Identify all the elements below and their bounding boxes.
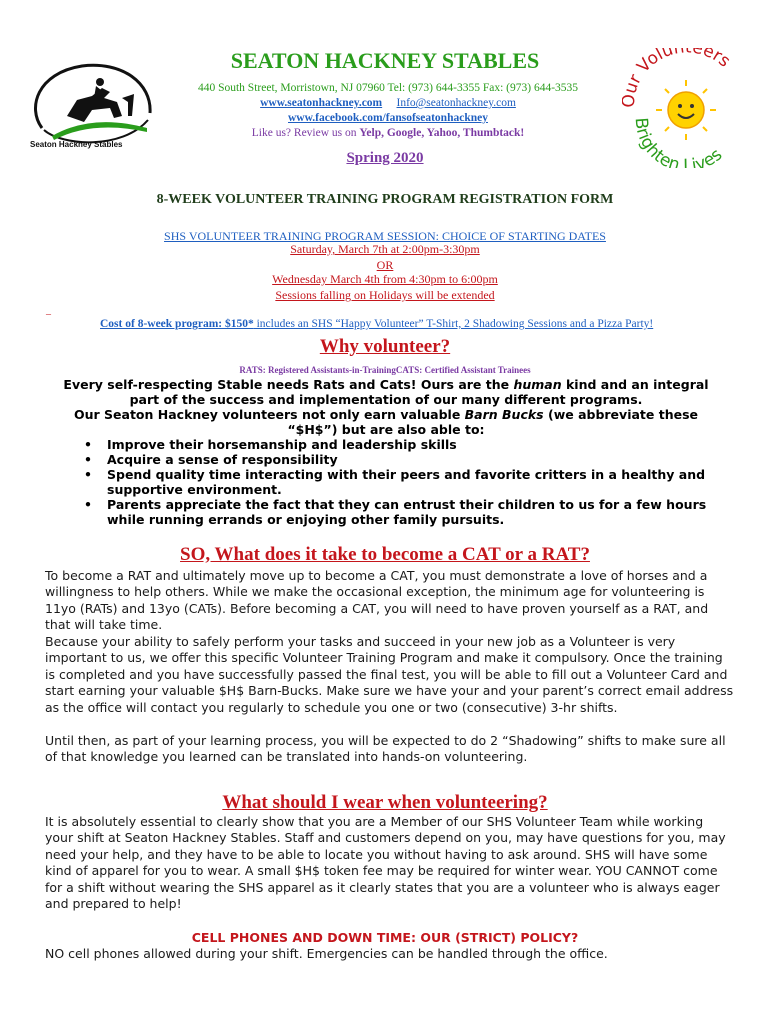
cost-line [100,318,653,330]
facebook-link[interactable]: www.facebook.com/fansofseatonhackney [288,112,488,124]
review-line [168,127,608,139]
intro1-em: human [513,377,562,392]
intro1-a: Every self-respecting Stable needs Rats and Cats! Ours are the [63,377,514,392]
become-heading [0,544,770,566]
benefits-list [80,437,720,527]
contact-links [168,97,608,109]
become-heading-text: SO, What does it take to become a CAT or a RAT? [180,544,590,565]
website-link[interactable]: www.seatonhackney.com [260,97,383,109]
email-link[interactable]: Info@seatonhackney.com [396,97,516,109]
why-heading-text: Why volunteer? [319,336,451,357]
policy-heading: CELL PHONES AND DOWN TIME: OUR (STRICT) POLICY? [191,930,579,945]
intro2-a: Our Seaton Hackney volunteers not only earn valuable [74,407,465,422]
review-prefix: Like us? Review us on [251,127,360,139]
intro2-em: Barn Bucks [464,407,544,422]
wear-heading [0,792,770,814]
sun-icon [656,80,716,140]
org-name: SEATON HACKNEY STABLES [230,48,540,73]
become-paragraph-1: To become a RAT and ultimately move up to become a CAT, you must demonstrate a love of horses and a willingness to help others. While we make the occasional exception, the minimum age for volunteering is 11yo (RATs) and 13yo (CATs). Before becoming a CAT, you will need to have proven yourself as a RAT, and that will take time. [45,568,709,633]
policy-text: NO cell phones allowed during your shift. Emergencies can be handled through the office. [45,946,608,961]
season-label: Spring 2020 [346,150,424,166]
become-paragraph-2: Because your ability to safely perform your tasks and succeed in your new job as a Volunteer is very important to us, we offer this specific Volunteer Training Program and make it compulsory. Once the training is completed and you have successfully passed the final test, you will be able to fill out a Volunteer Card and start earning your valuable $H$ Barn-Bucks. Make sure we have your and your parent’s correct email address as the office will contact you regularly to schedule you one or two (consecutive) 3-hr shifts. [45,634,734,715]
logo-text: Seaton Hackney Stables [30,140,123,149]
list-item: • Parents appreciate the fact that they can entrust their children to us for a few hours while running errands or enjoying other family pursuits. [80,497,720,527]
list-item: • Improve their horsemanship and leadership skills [80,437,720,452]
season-heading [0,150,770,167]
session-option-1 [0,242,770,257]
review-sites: Yelp, Google, Yahoo, Thumbtack! [359,127,525,139]
rats-cats-definition: RATS: Registered Assistants-in-TrainingCATS: Certified Assistant Trainees [239,365,531,375]
session-option-2-text: Wednesday March 4th from 4:30pm to 6:00pm [272,272,498,286]
intro2-b: (we abbreviate these “$H$”) but are also able to: [287,407,698,437]
list-item: • Spend quality time interacting with their peers and favorite critters in a healthy and supportive environment. [80,467,720,497]
cost-label: Cost of 8-week program: $150* [100,318,254,330]
why-heading [0,336,770,358]
intro-paragraph-2 [50,407,722,437]
list-item: • Acquire a sense of responsibility [80,452,720,467]
become-paragraph-3: Until then, as part of your learning process, you will be expected to do 2 “Shadowing” shifts to make sure all of that knowledge you learned can be translated into hands-on volunteering. [45,733,726,765]
session-option-1-text: Saturday, March 7th at 2:00pm-3:30pm [290,242,480,256]
session-heading-text: SHS VOLUNTEER TRAINING PROGRAM SESSION: CHOICE OF STARTING DATES [164,229,606,243]
wear-paragraph: It is absolutely essential to clearly show that you are a Member of our SHS Volunteer Team while working your shift at Seaton Hackney Stables. Staff and customers depend on you, may have questions for you, may need your help, and they have to be able to locate you without having to ask around. SHS will have some kind of apparel for you to wear. A small $H$ token fee may be required for winter wear. YOU CANNOT come for a shift without wearing the SHS apparel as it clearly states that you are a volunteer who is always eager and prepared to help! [45,814,726,912]
badge-bottom-text: Brighten Lives [630,116,727,168]
form-title: 8-WEEK VOLUNTEER TRAINING PROGRAM REGISTRATION FORM [156,192,614,207]
intro-paragraph-1 [50,377,722,407]
intro1-b: kind and an integral part of the success and implementation of our many different programs. [129,377,709,407]
session-or [0,258,770,273]
session-note [0,288,770,303]
address-line: 440 South Street, Morristown, NJ 07960 Tel: (973) 644-3355 Fax: (973) 644-3535 [197,82,579,94]
facebook-line [168,112,608,124]
session-option-2 [0,272,770,287]
wear-heading-text: What should I wear when volunteering? [222,792,548,813]
divider-mark: _ [46,305,51,316]
cost-detail: includes an SHS “Happy Volunteer” T-Shirt, 2 Shadowing Sessions and a Pizza Party! [253,318,654,330]
badge-top-text: ur Volun eers [622,48,735,97]
session-note-text: Sessions falling on Holidays will be extended [275,288,495,302]
session-or-text: OR [376,258,394,272]
